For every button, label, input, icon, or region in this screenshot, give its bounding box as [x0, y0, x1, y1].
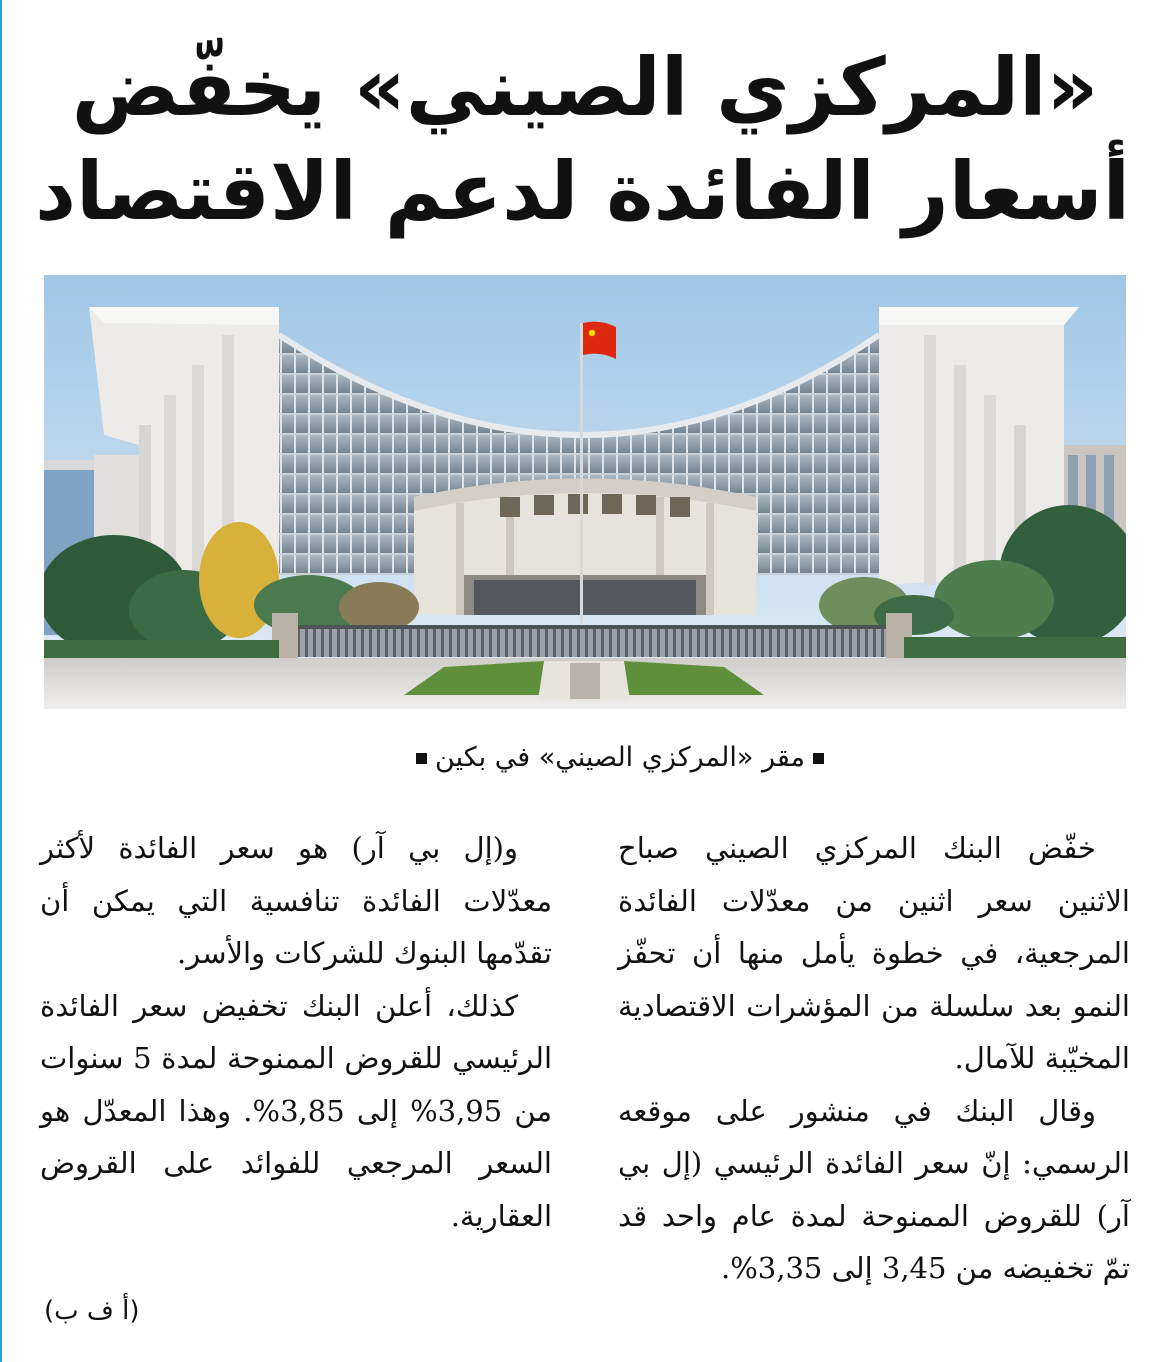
black-square-icon — [416, 753, 427, 764]
iron-fence — [274, 627, 894, 657]
body-paragraph: كذلك، أعلن البنك تخفيض سعر الفائدة الرئيسي للقروض الممنوحة لمدة 5 سنوات من 3,95% إلى 3,85%. وهذا المعدّل هو السعر المرجعي للفوائد على القروض العقارية. — [40, 988, 553, 1233]
photo-caption — [100, 738, 832, 778]
headline-line-1: «المركزي الصيني» يخفّض — [71, 41, 1099, 134]
body-paragraph: و(إل بي آر) هو سعر الفائدة لأكثر معدّلات الفائدة تنافسية التي يمكن أن تقدّمها البنوك للشركات والأسر. — [40, 831, 552, 970]
flagpole — [580, 323, 583, 623]
body-paragraph: خفّض البنك المركزي الصيني صباح الاثنين سعر اثنين من معدّلات الفائدة المرجعية، في خطوة يأمل منها أن تحفّز النمو بعد سلسلة من المؤشرات الاقتصادية المخيّبة للآمال. — [618, 831, 1130, 1075]
article-photo — [44, 275, 1126, 709]
article-headline — [34, 36, 1130, 244]
black-square-icon — [813, 753, 824, 764]
photo-caption-text: مقر «المركزي الصيني» في بكين — [435, 742, 805, 773]
headline-line-2: أسعار الفائدة لدعم الاقتصاد — [34, 145, 1130, 238]
chinese-flag — [583, 322, 616, 359]
article-body-left-column — [40, 822, 552, 1242]
article-source: (أ ف ب) — [44, 1296, 140, 1326]
article-body-right-column — [618, 822, 1130, 1295]
page-edge-line — [0, 0, 2, 1362]
body-paragraph: وقال البنك في منشور على موقعه الرسمي: إنّ سعر الفائدة الرئيسي (إل بي آر) للقروض الممنوحة لمدة عام واحد قد تمّ تخفيضه من 3,45 إلى 3,35%. — [618, 1093, 1130, 1285]
